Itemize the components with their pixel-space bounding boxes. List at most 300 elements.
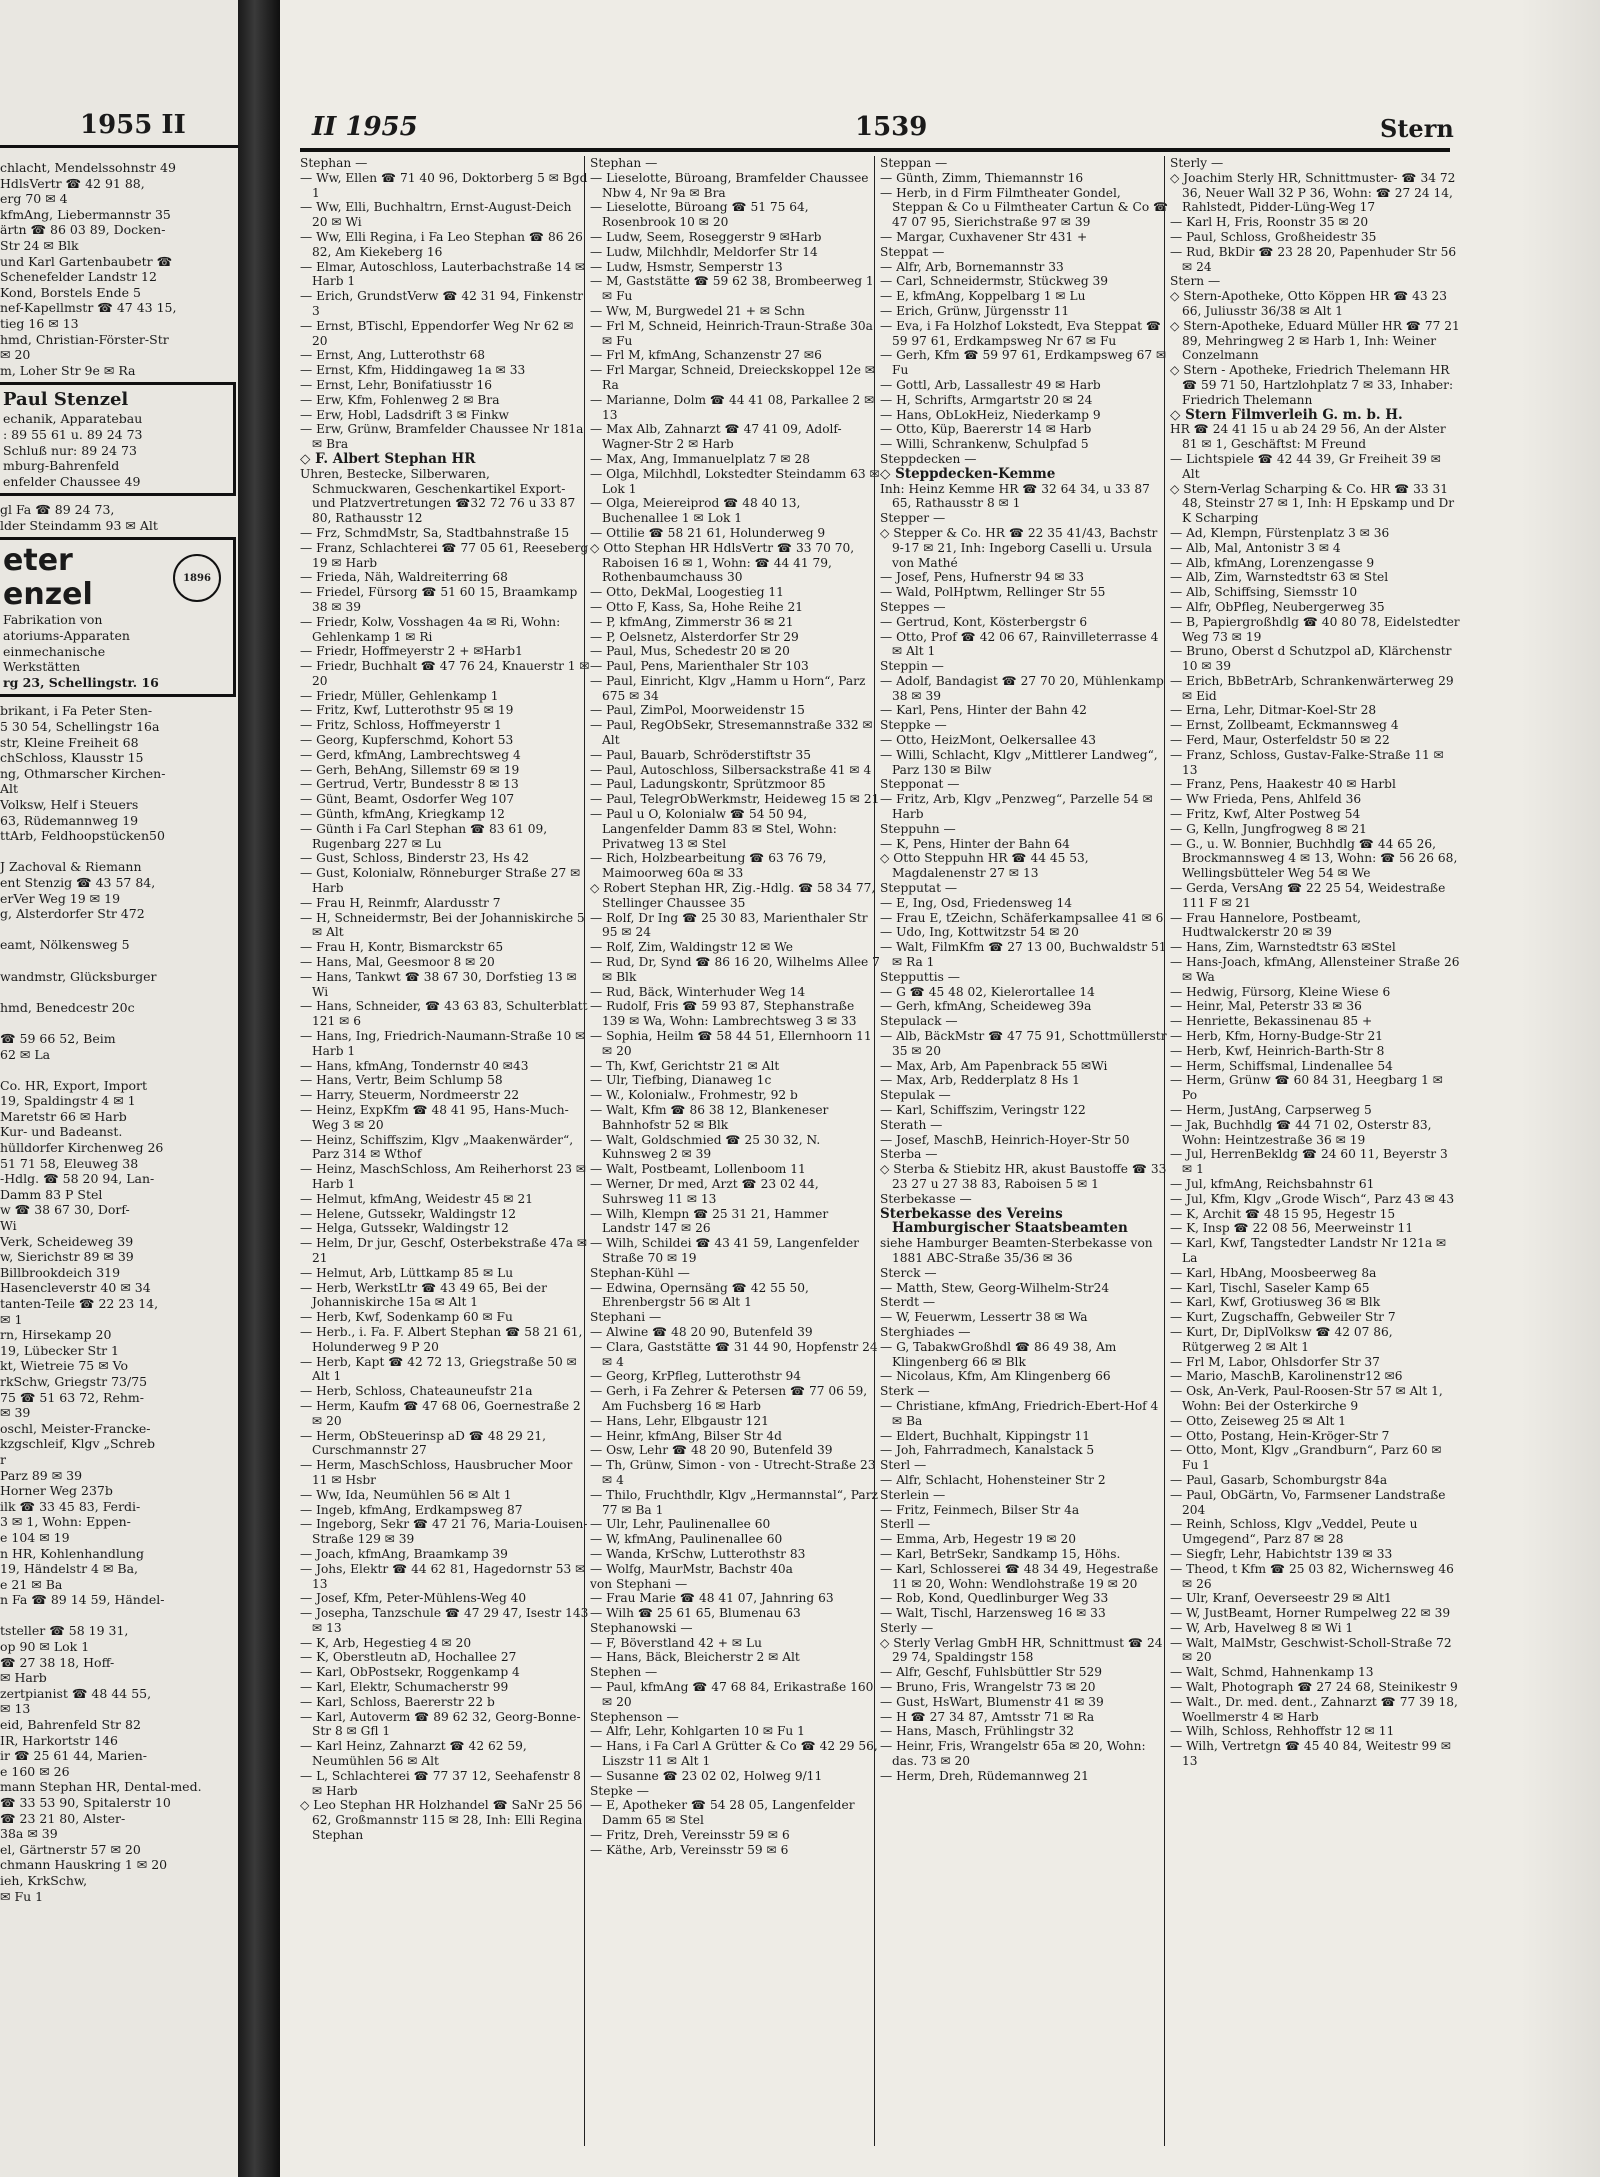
left-page-line: w, Sierichstr 89 ✉ 39	[0, 1249, 134, 1265]
left-page-body	[0, 160, 236, 1904]
business-entry: ◇ Robert Stephan HR, Zig.-Hdlg. ☎ 58 34 77, Stellinger Chaussee 35	[590, 881, 880, 911]
directory-entry: — Friedr, Buchhalt ☎ 47 76 24, Knauerstr 1 ✉ 20	[300, 659, 590, 689]
surname-heading: Stepputat —	[880, 881, 958, 896]
directory-entry: — Ernst, Zollbeamt, Eckmannsweg 4	[1170, 718, 1460, 733]
directory-entry: — Josef, MaschB, Heinrich-Hoyer-Str 50	[880, 1133, 1170, 1148]
directory-entry: — Franz, Pens, Haakestr 40 ✉ Harbl	[1170, 777, 1460, 792]
left-page-line: e 21 ✉ Ba	[0, 1576, 63, 1592]
directory-entry: — Frau E, tZeichn, Schäferkampsallee 41 ✉ 6	[880, 911, 1170, 926]
directory-entry: — Paul, Mus, Schedestr 20 ✉ 20	[590, 644, 880, 659]
directory-entry: — W., Kolonialw., Frohmestr, 92 b	[590, 1088, 880, 1103]
directory-entry: — Gust, Schloss, Binderstr 23, Hs 42	[300, 851, 590, 866]
surname-heading: Stepulak —	[880, 1088, 951, 1103]
surname-heading: Sterghiades —	[880, 1324, 971, 1339]
directory-entry: — Frl Margar, Schneid, Dreieckskoppel 12e ✉ Ra	[590, 363, 880, 393]
directory-entry: — Udo, Ing, Kottwitzstr 54 ✉ 20	[880, 925, 1170, 940]
directory-entry: — Otto, Postang, Hein-Kröger-Str 7	[1170, 1429, 1460, 1444]
directory-entry: — Frieda, Näh, Waldreiterring 68	[300, 570, 590, 585]
left-page-line: Maretstr 66 ✉ Harb	[0, 1108, 127, 1124]
directory-entry: — Herm, MaschSchloss, Hausbrucher Moor 11 ✉ Hsbr	[300, 1458, 590, 1488]
directory-column-3	[880, 156, 1170, 2146]
ad-line: rg 23, Schellingstr. 16	[3, 674, 159, 690]
surname-heading: Steppdecken —	[880, 451, 977, 466]
left-page-line: hülldorfer Kirchenweg 26	[0, 1140, 164, 1156]
directory-entry: — Paul u O, Kolonialw ☎ 54 50 94, Langenfelder Damm 83 ✉ Stel, Wohn: Privatweg 13 ✉ Stel	[590, 807, 880, 851]
directory-entry: — K, Archit ☎ 48 15 95, Hegestr 15	[1170, 1207, 1460, 1222]
left-page-line: Kur- und Badeanst.	[0, 1124, 123, 1140]
left-page-line	[0, 984, 236, 1000]
left-page-line: m, Loher Str 9e ✉ Ra	[0, 362, 136, 378]
left-page-lines	[0, 502, 236, 533]
left-page-line: w ☎ 38 67 30, Dorf-	[0, 1202, 130, 1218]
business-entry: ◇ Otto Steppuhn HR ☎ 44 45 53, Magdalenenstr 27 ✉ 13	[880, 851, 1170, 881]
directory-entry: — Gottl, Arb, Lassallestr 49 ✉ Harb	[880, 378, 1170, 393]
surname-heading: Stephan-Kühl —	[590, 1265, 690, 1280]
directory-entry: — Erich, Grünw, Jürgensstr 11	[880, 304, 1170, 319]
directory-entry: — Kurt, Dr, DiplVolksw ☎ 42 07 86, Rütgerweg 2 ✉ Alt 1	[1170, 1325, 1460, 1355]
directory-entry: — Friedel, Fürsorg ☎ 51 60 15, Braamkamp 38 ✉ 39	[300, 585, 590, 615]
right-page	[280, 0, 1600, 2177]
ad-line: Schluß nur: 89 24 73	[3, 442, 137, 458]
directory-entry: — Alb, kfmAng, Lorenzengasse 9	[1170, 556, 1460, 571]
directory-entry: — L, Schlachterei ☎ 77 37 12, Seehafenstr 8 ✉ Harb	[300, 1769, 590, 1799]
left-page-line: n Fa ☎ 89 14 59, Händel-	[0, 1592, 165, 1608]
directory-entry: — Susanne ☎ 23 02 02, Holweg 9/11	[590, 1769, 880, 1784]
left-page-line: ☎ 33 53 90, Spitalerstr 10	[0, 1795, 171, 1810]
directory-entry: — Bruno, Fris, Wrangelstr 73 ✉ 20	[880, 1680, 1170, 1695]
directory-entry: — Margar, Cuxhavener Str 431 +	[880, 230, 1170, 245]
left-page-line: kzgschleif, Klgv „Schreb	[0, 1436, 155, 1452]
left-page-line: ilk ☎ 33 45 83, Ferdi-	[0, 1498, 141, 1514]
directory-entry: — H ☎ 27 34 87, Amtsstr 71 ✉ Ra	[880, 1710, 1170, 1725]
left-page-line: 19, Lübecker Str 1	[0, 1342, 120, 1358]
left-page-line: tanten-Teile ☎ 22 23 14,	[0, 1296, 159, 1311]
directory-entry: — Lieselotte, Büroang, Bramfelder Chaussee Nbw 4, Nr 9a ✉ Bra	[590, 171, 880, 201]
directory-entry: — Osw, Lehr ☎ 48 20 90, Butenfeld 39	[590, 1443, 880, 1458]
directory-entry: — Hedwig, Fürsorg, Kleine Wiese 6	[1170, 985, 1460, 1000]
left-page-line: 62 ✉ La	[0, 1046, 51, 1062]
directory-entry: — Frau Marie ☎ 48 41 07, Jahnring 63	[590, 1591, 880, 1606]
directory-entry: — Walt, FilmKfm ☎ 27 13 00, Buchwaldstr 51 ✉ Ra 1	[880, 940, 1170, 970]
directory-entry: — Herb, Kwf, Heinrich-Barth-Str 8	[1170, 1044, 1460, 1059]
left-page-line: chmann Hauskring 1 ✉ 20	[0, 1857, 168, 1873]
left-page-line: r	[0, 1451, 6, 1467]
ad-title-2: enzel	[3, 577, 93, 613]
directory-entry: — P, kfmAng, Zimmerstr 36 ✉ 21	[590, 615, 880, 630]
directory-entry: — Franz, Schlachterei ☎ 77 05 61, Reeseberg 19 ✉ Harb	[300, 541, 590, 571]
directory-entry: — E, Ing, Osd, Friedensweg 14	[880, 896, 1170, 911]
left-page-line: Co. HR, Export, Import	[0, 1077, 148, 1093]
surname-heading: Steppan —	[880, 156, 948, 170]
directory-entry: — Wilh ☎ 25 61 65, Blumenau 63	[590, 1606, 880, 1621]
left-page-line: Horner Weg 237b	[0, 1483, 113, 1499]
directory-entry: — Gertrud, Kont, Kösterbergstr 6	[880, 615, 1170, 630]
left-page-line: erg 70 ✉ 4	[0, 191, 68, 207]
directory-entry: — B, Papiergroßhdlg ☎ 40 80 78, Eidelstedter Weg 73 ✉ 19	[1170, 615, 1460, 645]
directory-entry: — Joh, Fahrradmech, Kanalstack 5	[880, 1443, 1170, 1458]
directory-entry: — Rolf, Zim, Waldingstr 12 ✉ We	[590, 940, 880, 955]
header-rule	[300, 148, 1450, 152]
surname-heading: Steppat —	[880, 244, 945, 259]
directory-entry: — Walt, Postbeamt, Lollenboom 11	[590, 1162, 880, 1177]
directory-entry: — K, Oberstleutn aD, Hochallee 27	[300, 1650, 590, 1665]
directory-entry: — Paul, RegObSekr, Stresemannstraße 332 ✉ Alt	[590, 718, 880, 748]
directory-entry: — Erw, Grünw, Bramfelder Chaussee Nr 181a ✉ Bra	[300, 422, 590, 452]
directory-entry: — Friedr, Hoffmeyerstr 2 + ✉Harb1	[300, 644, 590, 659]
directory-entry: — Ottilie ☎ 58 21 61, Holunderweg 9	[590, 526, 880, 541]
directory-entry: — Alb, Zim, Warnstedtstr 63 ✉ Stel	[1170, 570, 1460, 585]
surname-heading: Sterck —	[880, 1265, 937, 1280]
directory-entry: — Alb, Mal, Antonistr 3 ✉ 4	[1170, 541, 1460, 556]
directory-entry: — Helm, Dr jur, Geschf, Osterbekstraße 47a ✉ 21	[300, 1236, 590, 1266]
directory-entry: — Gerh, kfmAng, Scheideweg 39a	[880, 999, 1170, 1014]
directory-entry: Inh: Heinz Kemme HR ☎ 32 64 34, u 33 87 65, Rathausstr 8 ✉ 1	[880, 481, 1150, 511]
peter-stenzel-ad	[0, 537, 236, 697]
directory-entry: — Johs, Elektr ☎ 44 62 81, Hagedornstr 53 ✉ 13	[300, 1562, 590, 1592]
directory-entry: — Herb, WerkstLtr ☎ 43 49 65, Bei der Johanniskirche 15a ✉ Alt 1	[300, 1281, 590, 1311]
directory-entry: — Wanda, KrSchw, Lutterothstr 83	[590, 1547, 880, 1562]
left-page-line: Wi	[0, 1218, 17, 1234]
directory-entry: — Fritz, Arb, Klgv „Penzweg“, Parzelle 54 ✉ Harb	[880, 792, 1170, 822]
ad-line: Fabrikation von	[3, 612, 103, 628]
directory-entry: — Osk, An-Verk, Paul-Roosen-Str 57 ✉ Alt 1, Wohn: Bei der Osterkirche 9	[1170, 1384, 1460, 1414]
left-page-line: 3 ✉ 1, Wohn: Eppen-	[0, 1514, 131, 1530]
directory-entry: — Werner, Dr med, Arzt ☎ 23 02 44, Suhrsweg 11 ✉ 13	[590, 1177, 880, 1207]
left-page-line: ent Stenzig ☎ 43 57 84,	[0, 874, 156, 890]
left-page-line: Volksw, Helf i Steuers	[0, 797, 139, 812]
left-page-line: ärtn ☎ 86 03 89, Docken-	[0, 222, 166, 238]
left-page-line: ✉ 13	[0, 1701, 31, 1717]
surname-heading: Steppin —	[880, 659, 944, 674]
left-page-line: gl Fa ☎ 89 24 73,	[0, 502, 115, 518]
directory-entry: — Herm, ObSteuerinsp aD ☎ 48 29 21, Curschmannstr 27	[300, 1429, 590, 1459]
directory-entry: — K, Arb, Hegestieg 4 ✉ 20	[300, 1636, 590, 1651]
directory-entry: — Walt, Kfm ☎ 86 38 12, Blankeneser Bahnhofstr 52 ✉ Blk	[590, 1103, 880, 1133]
directory-entry: — Willi, Schlacht, Klgv „Mittlerer Landweg“, Parz 130 ✉ Bilw	[880, 748, 1170, 778]
left-page-line: 38a ✉ 39	[0, 1826, 58, 1842]
directory-entry: — Josef, Pens, Hufnerstr 94 ✉ 33	[880, 570, 1170, 585]
left-page-line: kfmAng, Liebermannstr 35	[0, 206, 171, 222]
directory-entry: — Fritz, Feinmech, Bilser Str 4a	[880, 1503, 1170, 1518]
directory-entry: — Karl, Schiffszim, Veringstr 122	[880, 1103, 1170, 1118]
left-page-line: e 104 ✉ 19	[0, 1529, 70, 1545]
paul-stenzel-ad	[0, 382, 236, 496]
directory-entry: — Georg, Kupferschmd, Kohort 53	[300, 733, 590, 748]
directory-entry: — Otto, Mont, Klgv „Grandburn“, Parz 60 ✉ Fu 1	[1170, 1443, 1460, 1473]
left-page-line: e 160 ✉ 26	[0, 1763, 70, 1779]
directory-entry: — Wilh, Schildei ☎ 43 41 59, Langenfelder Straße 70 ✉ 19	[590, 1236, 880, 1266]
business-entry: ◇ Leo Stephan HR Holzhandel ☎ SaNr 25 56 62, Großmannstr 115 ✉ 28, Inh: Elli Regina Stephan	[300, 1798, 590, 1842]
surname-heading: Sterly —	[1170, 156, 1224, 170]
directory-entry: — M, Gaststätte ☎ 59 62 38, Brombeerweg 1 ✉ Fu	[590, 274, 880, 304]
book-gutter	[238, 0, 280, 2177]
surname-heading: Stepputtis —	[880, 969, 960, 984]
directory-entry: — Jak, Buchhdlg ☎ 44 71 02, Osterstr 83, Wohn: Heintzestraße 36 ✉ 19	[1170, 1118, 1460, 1148]
directory-entry: — Rud, Bäck, Winterhuder Weg 14	[590, 985, 880, 1000]
left-page-line: eamt, Nölkensweg 5	[0, 937, 130, 953]
left-page-line: tsteller ☎ 58 19 31,	[0, 1623, 129, 1639]
directory-entry: — Herm, Dreh, Rüdemannweg 21	[880, 1769, 1170, 1784]
directory-entry: — Josef, Kfm, Peter-Mühlens-Weg 40	[300, 1591, 590, 1606]
directory-entry: — Herb, Kfm, Horny-Budge-Str 21	[1170, 1029, 1460, 1044]
left-page-line: n HR, Kohlenhandlung	[0, 1545, 144, 1561]
left-page-line: lder Steindamm 93 ✉ Alt	[0, 517, 158, 533]
directory-entry: — Matth, Stew, Georg-Wilhelm-Str24	[880, 1281, 1170, 1296]
directory-entry: — Gerh, i Fa Zehrer & Petersen ☎ 77 06 59, Am Fuchsberg 16 ✉ Harb	[590, 1384, 880, 1414]
directory-entry: — Ludw, Milchhdlr, Meldorfer Str 14	[590, 245, 880, 260]
directory-entry: — Walt., Dr. med. dent., Zahnarzt ☎ 77 39 18, Woellmerstr 4 ✉ Harb	[1170, 1695, 1460, 1725]
directory-entry: — Ulr, Kranf, Oeverseestr 29 ✉ Alt1	[1170, 1591, 1460, 1606]
directory-entry: — G, Kelln, Jungfrogweg 8 ✉ 21	[1170, 822, 1460, 837]
left-page-line	[0, 1015, 236, 1031]
page-header	[280, 108, 1454, 148]
directory-entry: — Carl, Schneidermstr, Stückweg 39	[880, 274, 1170, 289]
surname-heading: Sterl —	[880, 1458, 927, 1473]
directory-entry: — W, Arb, Havelweg 8 ✉ Wi 1	[1170, 1621, 1460, 1636]
directory-entry: — Hans, Mal, Geesmoor 8 ✉ 20	[300, 955, 590, 970]
directory-entry: — Henriette, Bekassinenau 85 +	[1170, 1014, 1460, 1029]
ad-line: atoriums-Apparaten	[3, 628, 130, 644]
left-page-line: Hasencleverstr 40 ✉ 34	[0, 1280, 151, 1296]
directory-entry: — Joach, kfmAng, Braamkamp 39	[300, 1547, 590, 1562]
ad-line: mburg-Bahrenfeld	[3, 458, 120, 474]
directory-entry: — Rich, Holzbearbeitung ☎ 63 76 79, Maimoorweg 60a ✉ 33	[590, 851, 880, 881]
left-page-line: rn, Hirsekamp 20	[0, 1327, 112, 1343]
left-page-lines	[0, 703, 236, 1904]
directory-entry: — E, kfmAng, Koppelbarg 1 ✉ Lu	[880, 289, 1170, 304]
directory-entry: — Ferd, Maur, Osterfeldstr 50 ✉ 22	[1170, 733, 1460, 748]
directory-entry: — Max, Arb, Redderplatz 8 Hs 1	[880, 1073, 1170, 1088]
surname-heading: Stepper —	[880, 511, 946, 526]
left-page-line: tieg 16 ✉ 13	[0, 315, 79, 331]
directory-entry: — Erw, Hobl, Ladsdrift 3 ✉ Finkw	[300, 408, 590, 423]
ad-line: echanik, Apparatebau	[3, 411, 143, 427]
ad-title-1: eter	[3, 543, 73, 579]
directory-entry: — Erw, Kfm, Fohlenweg 2 ✉ Bra	[300, 393, 590, 408]
directory-entry: — Erich, BbBetrArb, Schrankenwärterweg 29 ✉ Eid	[1170, 674, 1460, 704]
ad-line: : 89 55 61 u. 89 24 73	[3, 426, 143, 442]
seal-icon	[173, 554, 221, 602]
directory-entry: — Olga, Milchhdl, Lokstedter Steindamm 63 ✉ Lok 1	[590, 467, 880, 497]
directory-entry: — Sophia, Heilm ☎ 58 44 51, Ellernhoorn 11 ✉ 20	[590, 1029, 880, 1059]
directory-entry: — Karl, Kwf, Tangstedter Landstr Nr 121a ✉ La	[1170, 1236, 1460, 1266]
directory-entry: — Ulr, Lehr, Paulinenallee 60	[590, 1517, 880, 1532]
directory-entry: — Paul, Autoschloss, Silbersackstraße 41 ✉ 4	[590, 763, 880, 778]
left-page-line: rkSchw, Griegstr 73/75	[0, 1373, 148, 1389]
directory-entry: — Karl, Schlosserei ☎ 48 34 49, Hegestraße 11 ✉ 20, Wohn: Wendlohstraße 19 ✉ 20	[880, 1562, 1170, 1592]
column-divider	[584, 156, 585, 2146]
directory-entry: — Paul, Bauarb, Schröderstiftstr 35	[590, 748, 880, 763]
directory-entry: — Clara, Gaststätte ☎ 31 44 90, Hopfenstr 24 ✉ 4	[590, 1340, 880, 1370]
directory-entry: — G., u. W. Bonnier, Buchhdlg ☎ 44 65 26, Brockmannsweg 4 ✉ 13, Wohn: ☎ 56 26 68, Wellingsbütteler Weg 54 ✉ We	[1170, 837, 1460, 881]
directory-entry: — Ludw, Seem, Roseggerstr 9 ✉Harb	[590, 230, 880, 245]
business-entry: ◇ Sterba & Stiebitz HR, akust Baustoffe ☎ 33 23 27 u 27 38 83, Raboisen 5 ✉ 1	[880, 1162, 1170, 1192]
directory-entry: — G, TabakwGroßhdl ☎ 86 49 38, Am Klingenberg 66 ✉ Blk	[880, 1340, 1170, 1370]
directory-entry: — Ww, M, Burgwedel 21 + ✉ Schn	[590, 304, 880, 319]
left-page-line: 51 71 58, Eleuweg 38	[0, 1155, 139, 1171]
directory-entry: — Wolfg, MaurMstr, Bachstr 40a	[590, 1562, 880, 1577]
directory-entry: — Reinh, Schloss, Klgv „Veddel, Peute u Umgegend“, Parz 87 ✉ 28	[1170, 1517, 1460, 1547]
left-page	[0, 0, 238, 2177]
left-page-line: brikant, i Fa Peter Sten-	[0, 703, 153, 719]
page-number: 1539	[855, 112, 928, 142]
directory-entry: — Hans, Bäck, Bleicherstr 2 ✉ Alt	[590, 1650, 880, 1665]
directory-entry: — Karl Heinz, Zahnarzt ☎ 42 62 59, Neumühlen 56 ✉ Alt	[300, 1739, 590, 1769]
directory-entry: — Hans, Tankwt ☎ 38 67 30, Dorfstieg 13 ✉ Wi	[300, 970, 590, 1000]
directory-entry: — Lichtspiele ☎ 42 44 39, Gr Freiheit 39 ✉ Alt	[1170, 452, 1460, 482]
directory-entry: — E, Apotheker ☎ 54 28 05, Langenfelder Damm 65 ✉ Stel	[590, 1798, 880, 1828]
directory-entry: — Otto, HeizMont, Oelkersallee 43	[880, 733, 1170, 748]
directory-entry: — Herb., i. Fa. F. Albert Stephan ☎ 58 21 61, Holunderweg 9 P 20	[300, 1325, 590, 1355]
directory-entry: — Günth, kfmAng, Kriegkamp 12	[300, 807, 590, 822]
directory-entry: — Ulr, Tiefbing, Dianaweg 1c	[590, 1073, 880, 1088]
business-entry: ◇ Sterly Verlag GmbH HR, Schnittmust ☎ 24 29 74, Spaldingstr 158	[880, 1636, 1170, 1666]
ad-line: Werkstätten	[3, 659, 81, 675]
surname-heading: Stepulack —	[880, 1014, 958, 1029]
surname-heading: Sterly —	[880, 1620, 934, 1635]
directory-entry: — P, Oelsnetz, Alsterdorfer Str 29	[590, 630, 880, 645]
surname-heading: Sterath —	[880, 1117, 943, 1132]
directory-entry: — Alfr, ObPfleg, Neubergerweg 35	[1170, 600, 1460, 615]
surname-heading: Stephan —	[300, 156, 368, 170]
left-page-lines	[0, 160, 236, 378]
directory-column-4	[1170, 156, 1460, 2146]
left-page-line: -Hdlg. ☎ 58 20 94, Lan-	[0, 1171, 155, 1187]
directory-entry: — Frau H, Reinmfr, Alardusstr 7	[300, 896, 590, 911]
directory-entry: — K, Insp ☎ 22 08 56, Meerweinstr 11	[1170, 1221, 1460, 1236]
business-entry: ◇ Joachim Sterly HR, Schnittmuster- ☎ 34 72 36, Neuer Wall 32 P 36, Wohn: ☎ 27 24 14, Rahlstedt, Pidder-Lüng-Weg 17	[1170, 171, 1460, 215]
business-entry: ◇ Otto Stephan HR HdlsVertr ☎ 33 70 70, Raboisen 16 ✉ 1, Wohn: ☎ 44 41 79, Rothenbaumchauss 30	[590, 541, 880, 585]
directory-entry: — Otto, DekMal, Loogestieg 11	[590, 585, 880, 600]
directory-entry: — Ernst, Lehr, Bonifatiusstr 16	[300, 378, 590, 393]
left-page-line: 19, Spaldingstr 4 ✉ 1	[0, 1093, 136, 1109]
directory-entry: — Otto F, Kass, Sa, Hohe Reihe 21	[590, 600, 880, 615]
left-page-line: chSchloss, Klausstr 15	[0, 750, 144, 766]
directory-entry: — Karl, Pens, Hinter der Bahn 42	[880, 703, 1170, 718]
directory-entry: — Ww Frieda, Pens, Ahlfeld 36	[1170, 792, 1460, 807]
left-page-line: hmd, Benedcestr 20c	[0, 999, 135, 1015]
directory-entry: — Wilh, Schloss, Rehhoffstr 12 ✉ 11	[1170, 1724, 1460, 1739]
directory-entry: — Jul, HerrenBekldg ☎ 24 60 11, Beyerstr 3 ✉ 1	[1170, 1147, 1460, 1177]
directory-entry: — Paul, ZimPol, Moorweidenstr 15	[590, 703, 880, 718]
directory-entry: — Herm, Grünw ☎ 60 84 31, Heegbarg 1 ✉ Po	[1170, 1073, 1460, 1103]
directory-entry: — H, Schneidermstr, Bei der Johanniskirche 5 ✉ Alt	[300, 911, 590, 941]
directory-entry: — Eldert, Buchhalt, Kippingstr 11	[880, 1429, 1170, 1444]
directory-entry: — Friedr, Müller, Gehlenkamp 1	[300, 689, 590, 704]
directory-entry: — Alfr, Lehr, Kohlgarten 10 ✉ Fu 1	[590, 1724, 880, 1739]
directory-entry: — Karl H, Fris, Roonstr 35 ✉ 20	[1170, 215, 1460, 230]
directory-entry: — Theod, t Kfm ☎ 25 03 82, Wichernsweg 46 ✉ 26	[1170, 1562, 1460, 1592]
left-page-line: erVer Weg 19 ✉ 19	[0, 890, 121, 906]
directory-entry: — Hans, ObLokHeiz, Niederkamp 9	[880, 408, 1170, 423]
directory-entry: — Käthe, Arb, Vereinsstr 59 ✉ 6	[590, 1843, 880, 1858]
directory-entry: — Emma, Arb, Hegestr 19 ✉ 20	[880, 1532, 1170, 1547]
directory-entry: — G ☎ 45 48 02, Kielerortallee 14	[880, 985, 1170, 1000]
directory-entry: — Frl M, Schneid, Heinrich-Traun-Straße 30a ✉ Fu	[590, 319, 880, 349]
directory-entry: — Ingeb, kfmAng, Erdkampsweg 87	[300, 1503, 590, 1518]
directory-entry: — Thilo, Fruchthdlr, Klgv „Hermannstal“, Parz 77 ✉ Ba 1	[590, 1488, 880, 1518]
directory-entry: — K, Pens, Hinter der Bahn 64	[880, 837, 1170, 852]
directory-entry: — Heinz, Schiffszim, Klgv „Maakenwärder“, Parz 314 ✉ Wthof	[300, 1133, 590, 1163]
directory-entry: — Paul, Gasarb, Schomburgstr 84a	[1170, 1473, 1460, 1488]
directory-entry: — Heinz, MaschSchloss, Am Reiherhorst 23 ✉ Harb 1	[300, 1162, 590, 1192]
seal-year: 1896	[183, 572, 211, 584]
directory-entry: — Wilh, Vertretgn ☎ 45 40 84, Weitestr 99 ✉ 13	[1170, 1739, 1460, 1769]
surname-heading: Sterll —	[880, 1517, 931, 1532]
directory-entry: — Gust, HsWart, Blumenstr 41 ✉ 39	[880, 1695, 1170, 1710]
surname-heading: Sterdt —	[880, 1295, 936, 1310]
directory-entry: — Wilh, Klempn ☎ 25 31 21, Hammer Landstr 147 ✉ 26	[590, 1207, 880, 1237]
directory-entry: — Alfr, Geschf, Fuhlsbüttler Str 529	[880, 1665, 1170, 1680]
left-page-line	[0, 1608, 236, 1624]
business-entry: ◇ Stern-Apotheke, Otto Köppen HR ☎ 43 23 66, Juliusstr 36/38 ✉ Alt 1	[1170, 289, 1460, 319]
directory-entry: — Helmut, kfmAng, Weidestr 45 ✉ 21	[300, 1192, 590, 1207]
left-page-line: ✉ Harb	[0, 1670, 47, 1686]
left-page-line: 63, Rüdemannweg 19	[0, 812, 139, 828]
left-page-line: nef-Kapellmstr ☎ 47 43 15,	[0, 300, 177, 316]
directory-entry: — Max, Arb, Am Papenbrack 55 ✉Wi	[880, 1059, 1170, 1074]
directory-entry: — Karl, Elektr, Schumacherstr 99	[300, 1680, 590, 1695]
directory-entry: — Hans, Ing, Friedrich-Naumann-Straße 10 ✉ Harb 1	[300, 1029, 590, 1059]
directory-entry: — Hans, kfmAng, Tondernstr 40 ✉43	[300, 1059, 590, 1074]
directory-entry: — Eva, i Fa Holzhof Lokstedt, Eva Steppat ☎ 59 97 61, Erdkampsweg Nr 67 ✉ Fu	[880, 319, 1170, 349]
left-page-line: str, Kleine Freiheit 68	[0, 734, 139, 750]
directory-entry: — Heinr, kfmAng, Bilser Str 4d	[590, 1429, 880, 1444]
directory-entry: — Rob, Kond, Quedlinburger Weg 33	[880, 1591, 1170, 1606]
directory-entry: — Ludw, Hsmstr, Semperstr 13	[590, 260, 880, 275]
business-entry: ◇ Stern-Apotheke, Eduard Müller HR ☎ 77 21 89, Mehringweg 2 ✉ Harb 1, Inh: Weiner Conzelmann	[1170, 319, 1460, 363]
directory-entry: — Herb, Kapt ☎ 42 72 13, Griegstraße 50 ✉ Alt 1	[300, 1355, 590, 1385]
left-page-line: ✉ 39	[0, 1405, 31, 1421]
left-page-line: ir ☎ 25 61 44, Marien-	[0, 1748, 147, 1764]
left-page-line: eid, Bahrenfeld Str 82	[0, 1717, 141, 1733]
surname-heading: Sterba —	[880, 1147, 938, 1162]
surname-heading: Sterk —	[880, 1384, 930, 1399]
directory-entry: — Frau Hannelore, Postbeamt, Hudtwalckerstr 20 ✉ 39	[1170, 911, 1460, 941]
left-page-line: mann Stephan HR, Dental-med.	[0, 1779, 202, 1795]
directory-entry: — Rud, BkDir ☎ 23 28 20, Papenhuder Str 56 ✉ 24	[1170, 245, 1460, 275]
left-page-line	[0, 953, 236, 969]
directory-entry: — Ww, Ellen ☎ 71 40 96, Doktorberg 5 ✉ Bgd 1	[300, 171, 590, 201]
directory-entry: — Rudolf, Fris ☎ 59 93 87, Stephanstraße 139 ✉ Wa, Wohn: Lambrechtsweg 3 ✉ 33	[590, 999, 880, 1029]
left-page-line: ✉ 20	[0, 347, 31, 363]
directory-entry: — Günth i Fa Carl Stephan ☎ 83 61 09, Rugenbarg 227 ✉ Lu	[300, 822, 590, 852]
directory-entry: — Olga, Meiereiprod ☎ 48 40 13, Buchenallee 1 ✉ Lok 1	[590, 496, 880, 526]
directory-entry: — Frl M, Labor, Ohlsdorfer Str 37	[1170, 1355, 1460, 1370]
directory-entry: — Rud, Dr, Synd ☎ 86 16 20, Wilhelms Allee 7 ✉ Blk	[590, 955, 880, 985]
directory-entry: — Otto, Prof ☎ 42 06 67, Rainvilleterrasse 4 ✉ Alt 1	[880, 630, 1170, 660]
surname-heading: Stephen —	[590, 1665, 658, 1680]
directory-entry: — Ww, Ida, Neumühlen 56 ✉ Alt 1	[300, 1488, 590, 1503]
directory-entry: — Ernst, BTischl, Eppendorfer Weg Nr 62 ✉ 20	[300, 319, 590, 349]
page-edge-shadow	[1520, 0, 1600, 2177]
directory-entry: — Friedr, Kolw, Vosshagen 4a ✉ Ri, Wohn: Gehlenkamp 1 ✉ Ri	[300, 615, 590, 645]
ad-title: Paul Stenzel	[3, 389, 129, 411]
business-entry: ◇ Stern - Apotheke, Friedrich Thelemann HR ☎ 59 71 50, Hartzlohplatz 7 ✉ 33, Inhaber: Friedrich Thelemann	[1170, 363, 1460, 407]
left-page-line: 19, Händelstr 4 ✉ Ba,	[0, 1561, 139, 1577]
surname-heading: Stepke —	[590, 1783, 649, 1798]
directory-entry: siehe Hamburger Beamten-Sterbekasse von 1881 ABC-Straße 35/36 ✉ 36	[880, 1236, 1153, 1265]
directory-entry: — Alb, BäckMstr ☎ 47 75 91, Schottmüllerstr 35 ✉ 20	[880, 1029, 1170, 1059]
directory-entry: — Franz, Schloss, Gustav-Falke-Straße 11 ✉ 13	[1170, 748, 1460, 778]
directory-entry: — Ernst, Kfm, Hiddingaweg 1a ✉ 33	[300, 363, 590, 378]
directory-entry: — W, JustBeamt, Horner Rumpelweg 22 ✉ 39	[1170, 1606, 1460, 1621]
left-page-line: Str 24 ✉ Blk	[0, 237, 79, 253]
directory-entry: — Gerh, BehAng, Sillemstr 69 ✉ 19	[300, 763, 590, 778]
business-entry: ◇ Steppdecken-Kemme	[880, 467, 1170, 482]
left-page-line: ✉ 1	[0, 1311, 23, 1327]
left-page-line: op 90 ✉ Lok 1	[0, 1639, 90, 1655]
